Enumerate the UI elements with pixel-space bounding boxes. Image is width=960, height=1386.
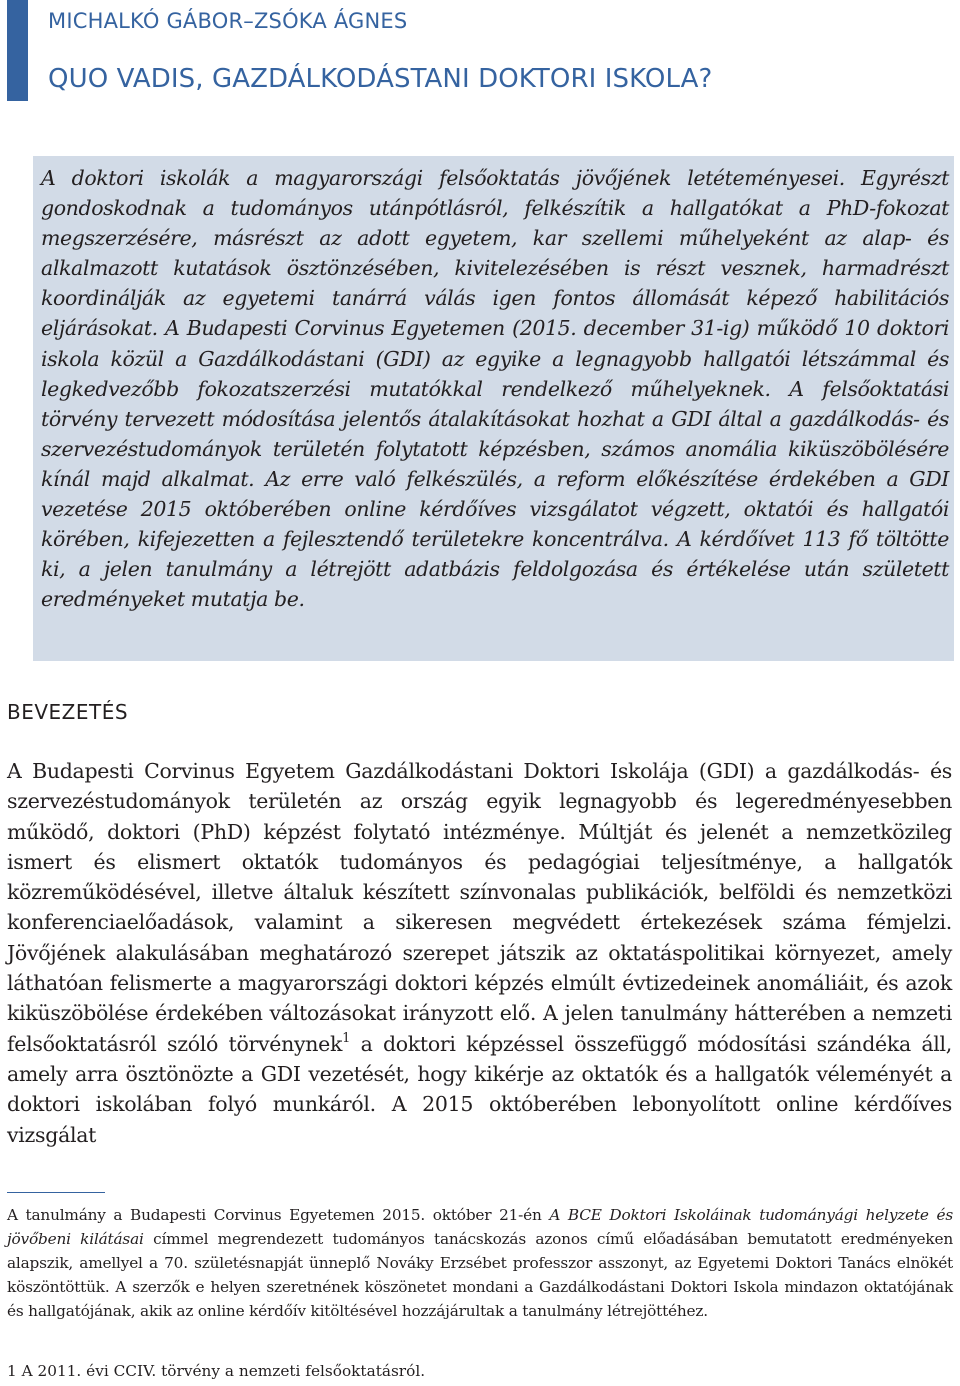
acknowledgement-footnote [7,1203,953,1323]
footnote-reference[interactable]: 1 [342,1030,351,1046]
article-authors: MICHALKÓ GÁBOR–ZSÓKA ÁGNES [48,9,408,33]
body-text-part2: a doktori képzéssel összefüggő módosítási szándéka áll, amely arra ösztönözte a GDI vezetését, hogy kikérje az oktatók és a hallgatók véleményét a doktori iskolában folyó munkáról. A 2015 októberében lebonyolított online kérdőíves vizsgálat [7,1031,952,1147]
footnote-1: 1 A 2011. évi CCIV. törvény a nemzeti felsőoktatásról. [7,1362,426,1380]
conference-title: A BCE Doktori Iskoláinak tudományági helyzete és jövőbeni kilátásai [7,1206,953,1248]
header-accent-bar [7,0,28,101]
footnote-divider [7,1192,105,1193]
section-heading: BEVEZETÉS [7,700,129,724]
body-paragraph [7,756,952,1150]
body-text-part1: A Budapesti Corvinus Egyetem Gazdálkodástani Doktori Iskolája (GDI) a gazdálkodás- és szervezéstudományok területén az ország egyik legnagyobb és legeredményesebben működő, doktori (PhD) képzést folytató intézménye. Múltját és jelenét a nemzetközileg ismert és elismert oktatók tudományos és pedagógiai teljesítménye, a hallgatók közreműködésével, illetve általuk készített színvonalas publikációk, belföldi és nemzetközi konferenciaelőadások, valamint a sikeresen megvédett értekezések száma fémjelzi. Jövőjének alakulásában meghatározó szerepet játszik az oktatáspolitikai környezet, amely láthatóan felismerte a magyarországi doktori képzés elmúlt évtizedeinek anomáliáit, és azok kiküszöbölése érdekében változásokat irányzott elő. A jelen tanulmány hátterében a nemzeti felsőoktatásról szóló törvénynek [7,759,952,1056]
acknowledgement-text-part1: A tanulmány a Budapesti Corvinus Egyetemen 2015. október 21-én [7,1206,550,1224]
article-title: QUO VADIS, GAZDÁLKODÁSTANI DOKTORI ISKOLA? [48,64,713,94]
abstract-text: A doktori iskolák a magyarországi felsőoktatás jövőjének letéteményesei. Egyrészt gondoskodnak a tudományos utánpótlásról, felkészítik a hallgatókat a PhD-fokozat megszerzésére, másrészt az adott egyetem, kar szellemi műhelyeként az alap- és alkalmazott kutatások ösztönzésében, kivitelezésében is részt vesznek, harmadrészt koordinálják az egyetemi tanárrá válás igen fontos állomását képező habilitációs eljárásokat. A Budapesti Corvinus Egyetemen (2015. december 31-ig) működő 10 doktori iskola közül a Gazdálkodástani (GDI) az egyike a legnagyobb hallgatói létszámmal és legkedvezőbb fokozatszerzési mutatókkal rendelkező műhelyeknek. A felsőoktatási törvény tervezett módosítása jelentős átalakításokat hozhat a GDI által a gazdálkodás- és szervezéstudományok területén folytatott képzésben, számos anomália kiküszöbölésére kínál majd alkalmat. Az erre való felkészülés, a reform előkészítése érdekében a GDI vezetése 2015 októberében online kérdőíves vizsgálatot végzett, oktatói és hallgatói körében, kifejezetten a fejlesztendő területekre koncentrálva. A kérdőívet 113 fő töltötte ki, a jelen tanulmány a létrejött adatbázis feldolgozása és értékelése után született eredményeket mutatja be. [41,166,949,612]
acknowledgement-text-part2: címmel megrendezett tudományos tanácskozás azonos című előadásában bemutatott eredményeken alapszik, amellyel a 70. születésnapját ünneplő Nováky Erzsébet professzor asszonyt, az Egyetemi Doktori Tanács elnökét köszöntöttük. A szerzők e helyen szeretnének köszönetet mondani a Gazdálkodástani Doktori Iskola mindazon oktatójának és hallgatójának, akik az online kérdőív kitöltésével hozzájárultak a tanulmány létrejöttéhez. [7,1230,953,1320]
